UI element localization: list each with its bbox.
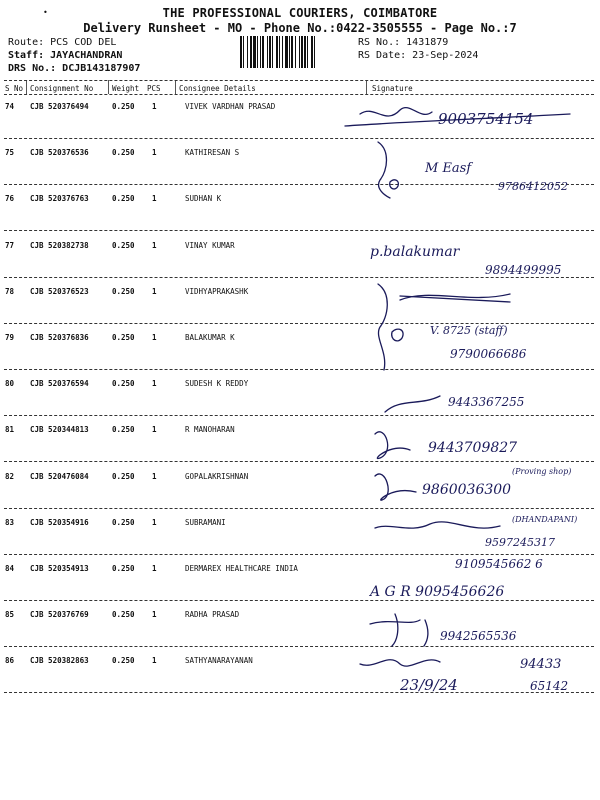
signature-row-75	[360, 140, 600, 200]
cell-consignee: VIDHYAPRAKASHK	[185, 287, 249, 296]
staff-label: Staff: JAYACHANDRAN	[8, 50, 123, 61]
signature-row-77	[340, 236, 600, 282]
cell-weight: 0.250	[112, 610, 135, 619]
signature-row-82	[340, 462, 600, 506]
handwritten-phone: 9894499995	[485, 263, 562, 277]
cell-consignment: CJB 520376536	[30, 148, 89, 157]
cell-weight: 0.250	[112, 102, 135, 111]
cell-pcs: 1	[152, 425, 157, 434]
handwritten-phone: 9942565536	[440, 629, 517, 643]
barcode-bar	[289, 36, 290, 68]
barcode-bar	[307, 36, 308, 68]
cell-consignee: R MANOHARAN	[185, 425, 235, 434]
col-sno: S No	[5, 84, 24, 93]
cell-weight: 0.250	[112, 518, 135, 527]
cell-pcs: 1	[152, 102, 157, 111]
cell-sno: 84	[5, 564, 15, 573]
cell-weight: 0.250	[112, 148, 135, 157]
barcode-bar	[253, 36, 256, 68]
handwritten-note: (DHANDAPANI)	[512, 515, 578, 524]
barcode-bar	[295, 36, 296, 68]
cell-pcs: 1	[152, 564, 157, 573]
cell-consignment: CJB 520476084	[30, 472, 89, 481]
signature-row-86	[340, 644, 600, 700]
barcode-bar	[272, 36, 273, 68]
cell-weight: 0.250	[112, 287, 135, 296]
rs-date: RS Date: 23-Sep-2024	[358, 50, 479, 61]
rs-number: RS No.: 1431879	[358, 37, 449, 48]
cell-consignment: CJB 520376769	[30, 610, 89, 619]
row-divider	[4, 138, 594, 139]
col-consignee: Consignee Details	[179, 84, 256, 93]
handwritten-phone: 9109545662 6	[455, 557, 543, 571]
cell-consignment: CJB 520376836	[30, 333, 89, 342]
col-pcs: PCS	[147, 84, 161, 93]
cell-pcs: 1	[152, 379, 157, 388]
handwritten-name: p.balakumar	[370, 244, 460, 260]
col-divider	[175, 80, 176, 94]
signature-row-81	[340, 422, 600, 466]
cell-pcs: 1	[152, 472, 157, 481]
barcode-bar	[240, 36, 242, 68]
cell-weight: 0.250	[112, 564, 135, 573]
cell-sno: 80	[5, 379, 15, 388]
handwritten-phone: 9860036300	[422, 482, 512, 498]
cell-pcs: 1	[152, 333, 157, 342]
cell-consignee: DERMAREX HEALTHCARE INDIA	[185, 564, 298, 573]
signature-row-84	[340, 552, 600, 606]
col-consignment: Consignment No	[30, 84, 94, 93]
barcode-icon	[238, 36, 350, 68]
cell-weight: 0.250	[112, 333, 135, 342]
handwritten-phone: 9786412052	[498, 180, 568, 193]
runsheet-subtitle: Delivery Runsheet - MO - Phone No.:0422-3505555 - Page No.:7	[83, 21, 517, 35]
cell-weight: 0.250	[112, 379, 135, 388]
cell-pcs: 1	[152, 148, 157, 157]
handwritten-phone: 94433	[520, 657, 562, 672]
cell-sno: 85	[5, 610, 15, 619]
col-signature: Signature	[372, 84, 413, 93]
barcode-bar	[257, 36, 258, 68]
barcode-bar	[299, 36, 300, 68]
cell-sno: 74	[5, 102, 15, 111]
col-weight: Weight	[112, 84, 140, 93]
cell-consignment: CJB 520376494	[30, 102, 89, 111]
handwritten-phone: 9443367255	[448, 395, 525, 409]
barcode-bar	[262, 36, 264, 68]
cell-sno: 86	[5, 656, 15, 665]
table-rule	[4, 94, 594, 95]
handwritten-phone: 9443709827	[428, 440, 518, 456]
cell-consignment: CJB 520344813	[30, 425, 89, 434]
cell-consignment: CJB 520376594	[30, 379, 89, 388]
cell-weight: 0.250	[112, 241, 135, 250]
cell-consignment: CJB 520376523	[30, 287, 89, 296]
cell-consignee: SUDESH K REDDY	[185, 379, 249, 388]
route-label: Route: PCS COD DEL	[8, 37, 117, 48]
cell-weight: 0.250	[112, 656, 135, 665]
col-divider	[366, 80, 367, 94]
handwritten-phone: 65142	[530, 679, 569, 693]
handwritten-note: (Proving shop)	[512, 467, 572, 476]
company-title: THE PROFESSIONAL COURIERS, COIMBATORE	[162, 6, 438, 20]
barcode-bar	[267, 36, 268, 68]
cell-sno: 82	[5, 472, 15, 481]
handwritten-date: 23/9/24	[400, 676, 458, 694]
cell-weight: 0.250	[112, 425, 135, 434]
corner-mark: •	[43, 8, 48, 17]
handwritten-name: M Easf	[425, 161, 472, 176]
cell-consignee: GOPALAKRISHNAN	[185, 472, 249, 481]
cell-pcs: 1	[152, 656, 157, 665]
cell-weight: 0.250	[112, 194, 135, 203]
col-divider	[108, 80, 109, 94]
cell-sno: 79	[5, 333, 15, 342]
cell-sno: 77	[5, 241, 15, 250]
cell-sno: 76	[5, 194, 15, 203]
signature-row-80	[340, 384, 600, 418]
signature-row-74	[340, 96, 600, 136]
signature-row-83	[340, 508, 600, 554]
cell-consignment: CJB 520376763	[30, 194, 89, 203]
barcode-bar	[279, 36, 280, 68]
cell-consignee: SUDHAN K	[185, 194, 222, 203]
drs-number: DRS No.: DCJB143187907	[8, 63, 141, 74]
barcode-bar	[311, 36, 313, 68]
cell-weight: 0.250	[112, 472, 135, 481]
col-divider	[26, 80, 27, 94]
cell-sno: 78	[5, 287, 15, 296]
cell-consignee: BALAKUMAR K	[185, 333, 235, 342]
cell-sno: 81	[5, 425, 15, 434]
cell-pcs: 1	[152, 287, 157, 296]
handwritten-phone: 9003754154	[438, 110, 534, 128]
cell-consignee: SUBRAMANI	[185, 518, 226, 527]
cell-pcs: 1	[152, 518, 157, 527]
cell-sno: 83	[5, 518, 15, 527]
barcode-bar	[243, 36, 244, 68]
cell-consignee: KATHIRESAN S	[185, 148, 240, 157]
barcode-bar	[250, 36, 252, 68]
barcode-bar	[314, 36, 315, 68]
cell-consignment: CJB 520354916	[30, 518, 89, 527]
cell-consignment: CJB 520382738	[30, 241, 89, 250]
handwritten-staff: V. 8725 (staff)	[430, 324, 508, 337]
barcode-bar	[247, 36, 248, 68]
cell-pcs: 1	[152, 194, 157, 203]
cell-consignment: CJB 520382863	[30, 656, 89, 665]
cell-pcs: 1	[152, 610, 157, 619]
barcode-bar	[282, 36, 283, 68]
row-divider	[4, 230, 594, 231]
barcode-bar	[276, 36, 278, 68]
barcode-bar	[304, 36, 306, 68]
barcode-bar	[269, 36, 271, 68]
cell-consignee: VINAY KUMAR	[185, 241, 235, 250]
barcode-bar	[285, 36, 288, 68]
table-rule	[4, 80, 594, 81]
cell-pcs: 1	[152, 241, 157, 250]
barcode-bar	[301, 36, 303, 68]
cell-consignee: SATHYANARAYANAN	[185, 656, 253, 665]
handwritten-phone: 9790066686	[450, 347, 527, 361]
cell-sno: 75	[5, 148, 15, 157]
handwritten-phone: 9597245317	[485, 536, 555, 549]
barcode-bar	[291, 36, 293, 68]
handwritten-name: A G R 9095456626	[370, 584, 505, 600]
cell-consignee: VIVEK VARDHAN PRASAD	[185, 102, 276, 111]
signature-row-78-79	[360, 282, 600, 372]
barcode-bar	[260, 36, 261, 68]
cell-consignment: CJB 520354913	[30, 564, 89, 573]
cell-consignee: RADHA PRASAD	[185, 610, 240, 619]
